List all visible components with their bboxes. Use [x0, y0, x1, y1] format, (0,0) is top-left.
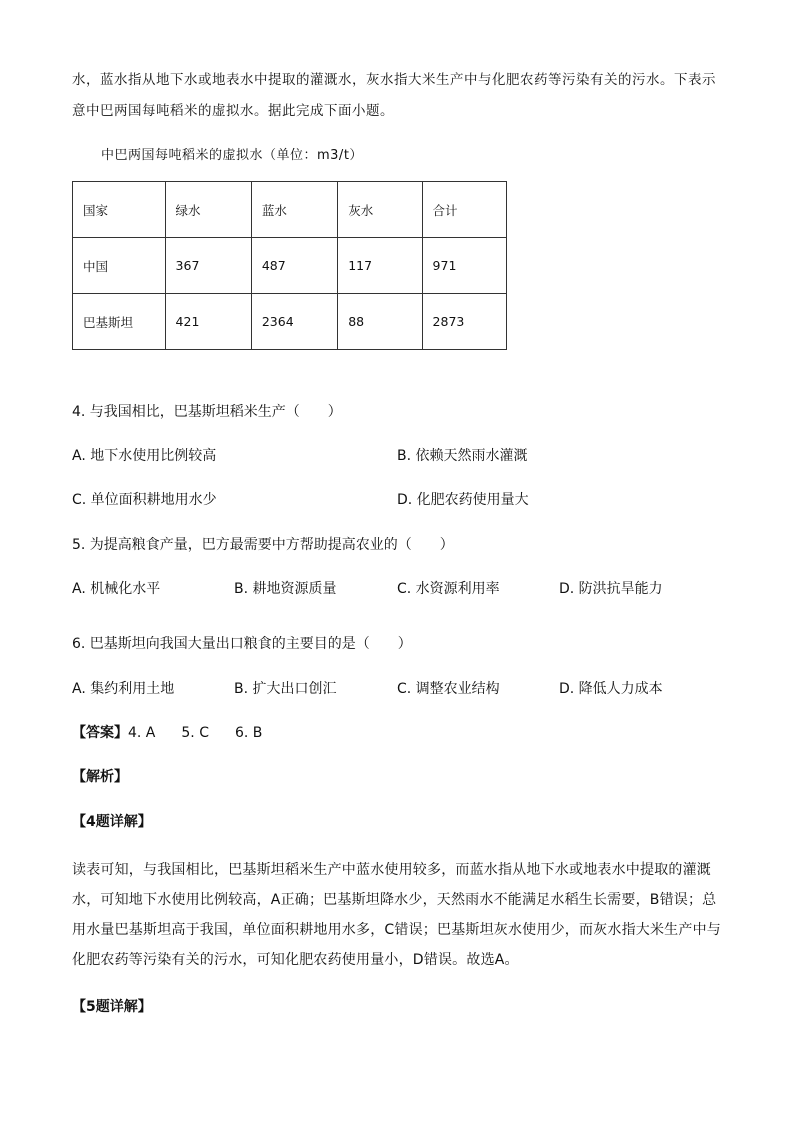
detail-5-label: 【5题详解】: [72, 999, 152, 1015]
question-4-option-c: C. 单位面积耕地用水少: [72, 492, 217, 508]
cell-total: 2873: [422, 294, 506, 350]
cell-gray-water: 117: [338, 238, 422, 294]
question-6-option-c: C. 调整农业结构: [397, 681, 500, 697]
question-6-option-b: B. 扩大出口创汇: [234, 681, 337, 697]
detail-4-line-1: 读表可知，与我国相比，巴基斯坦稻米生产中蓝水使用较多，而蓝水指从地下水或地表水中提取的灌溉: [72, 862, 711, 878]
answer-item: 5. C: [181, 725, 209, 741]
detail-4-line-2: 水，可知地下水使用比例较高，A正确；巴基斯坦降水少，天然雨水不能满足水稻生长需要，B错误；总: [72, 892, 717, 908]
table-row: [73, 294, 507, 350]
question-4-option-d: D. 化肥农药使用量大: [397, 492, 529, 508]
detail-4-line-4: 化肥农药等污染有关的污水，可知化肥农药使用量小，D错误。故选A。: [72, 952, 519, 968]
virtual-water-table: [72, 181, 507, 350]
question-4-stem: 4. 与我国相比，巴基斯坦稻米生产（ ）: [72, 404, 342, 420]
header-country: 国家: [73, 182, 166, 238]
table-header-row: [73, 182, 507, 238]
intro-line-1: 水，蓝水指从地下水或地表水中提取的灌溉水，灰水指大米生产中与化肥农药等污染有关的污水。下表示: [72, 72, 716, 88]
question-5-option-c: C. 水资源利用率: [397, 581, 500, 597]
question-5-option-a: A. 机械化水平: [72, 581, 161, 597]
answer-line: [72, 722, 262, 742]
question-4-option-b: B. 依赖天然雨水灌溉: [397, 448, 528, 464]
answer-item: 6. B: [234, 725, 263, 741]
cell-green-water: 367: [165, 238, 251, 294]
question-5-option-b: B. 耕地资源质量: [234, 581, 337, 597]
intro-line-2: 意中巴两国每吨稻米的虚拟水。据此完成下面小题。: [72, 103, 394, 119]
answer-label: 【答案】: [72, 725, 128, 741]
cell-blue-water: 487: [251, 238, 337, 294]
detail-4-line-3: 用水量巴基斯坦高于我国，单位面积耕地用水多，C错误；巴基斯坦灰水使用少，而灰水指大米生产中与: [72, 922, 721, 938]
table-caption: 中巴两国每吨稻米的虚拟水（单位：m3/t）: [101, 148, 363, 163]
question-5-option-d: D. 防洪抗旱能力: [559, 581, 663, 597]
cell-country: 巴基斯坦: [73, 294, 166, 350]
header-green-water: 绿水: [165, 182, 251, 238]
header-total: 合计: [422, 182, 506, 238]
header-blue-water: 蓝水: [251, 182, 337, 238]
cell-blue-water: 2364: [251, 294, 337, 350]
cell-total: 971: [422, 238, 506, 294]
question-5-stem: 5. 为提高粮食产量，巴方最需要中方帮助提高农业的（ ）: [72, 537, 454, 553]
question-6-stem: 6. 巴基斯坦向我国大量出口粮食的主要目的是（ ）: [72, 636, 412, 652]
answer-item: 4. A: [128, 725, 156, 741]
cell-green-water: 421: [165, 294, 251, 350]
question-6-option-d: D. 降低人力成本: [559, 681, 663, 697]
question-4-option-a: A. 地下水使用比例较高: [72, 448, 217, 464]
header-gray-water: 灰水: [338, 182, 422, 238]
cell-country: 中国: [73, 238, 166, 294]
table-row: [73, 238, 507, 294]
detail-4-label: 【4题详解】: [72, 814, 152, 830]
analysis-label: 【解析】: [72, 769, 128, 785]
cell-gray-water: 88: [338, 294, 422, 350]
question-6-option-a: A. 集约利用土地: [72, 681, 175, 697]
